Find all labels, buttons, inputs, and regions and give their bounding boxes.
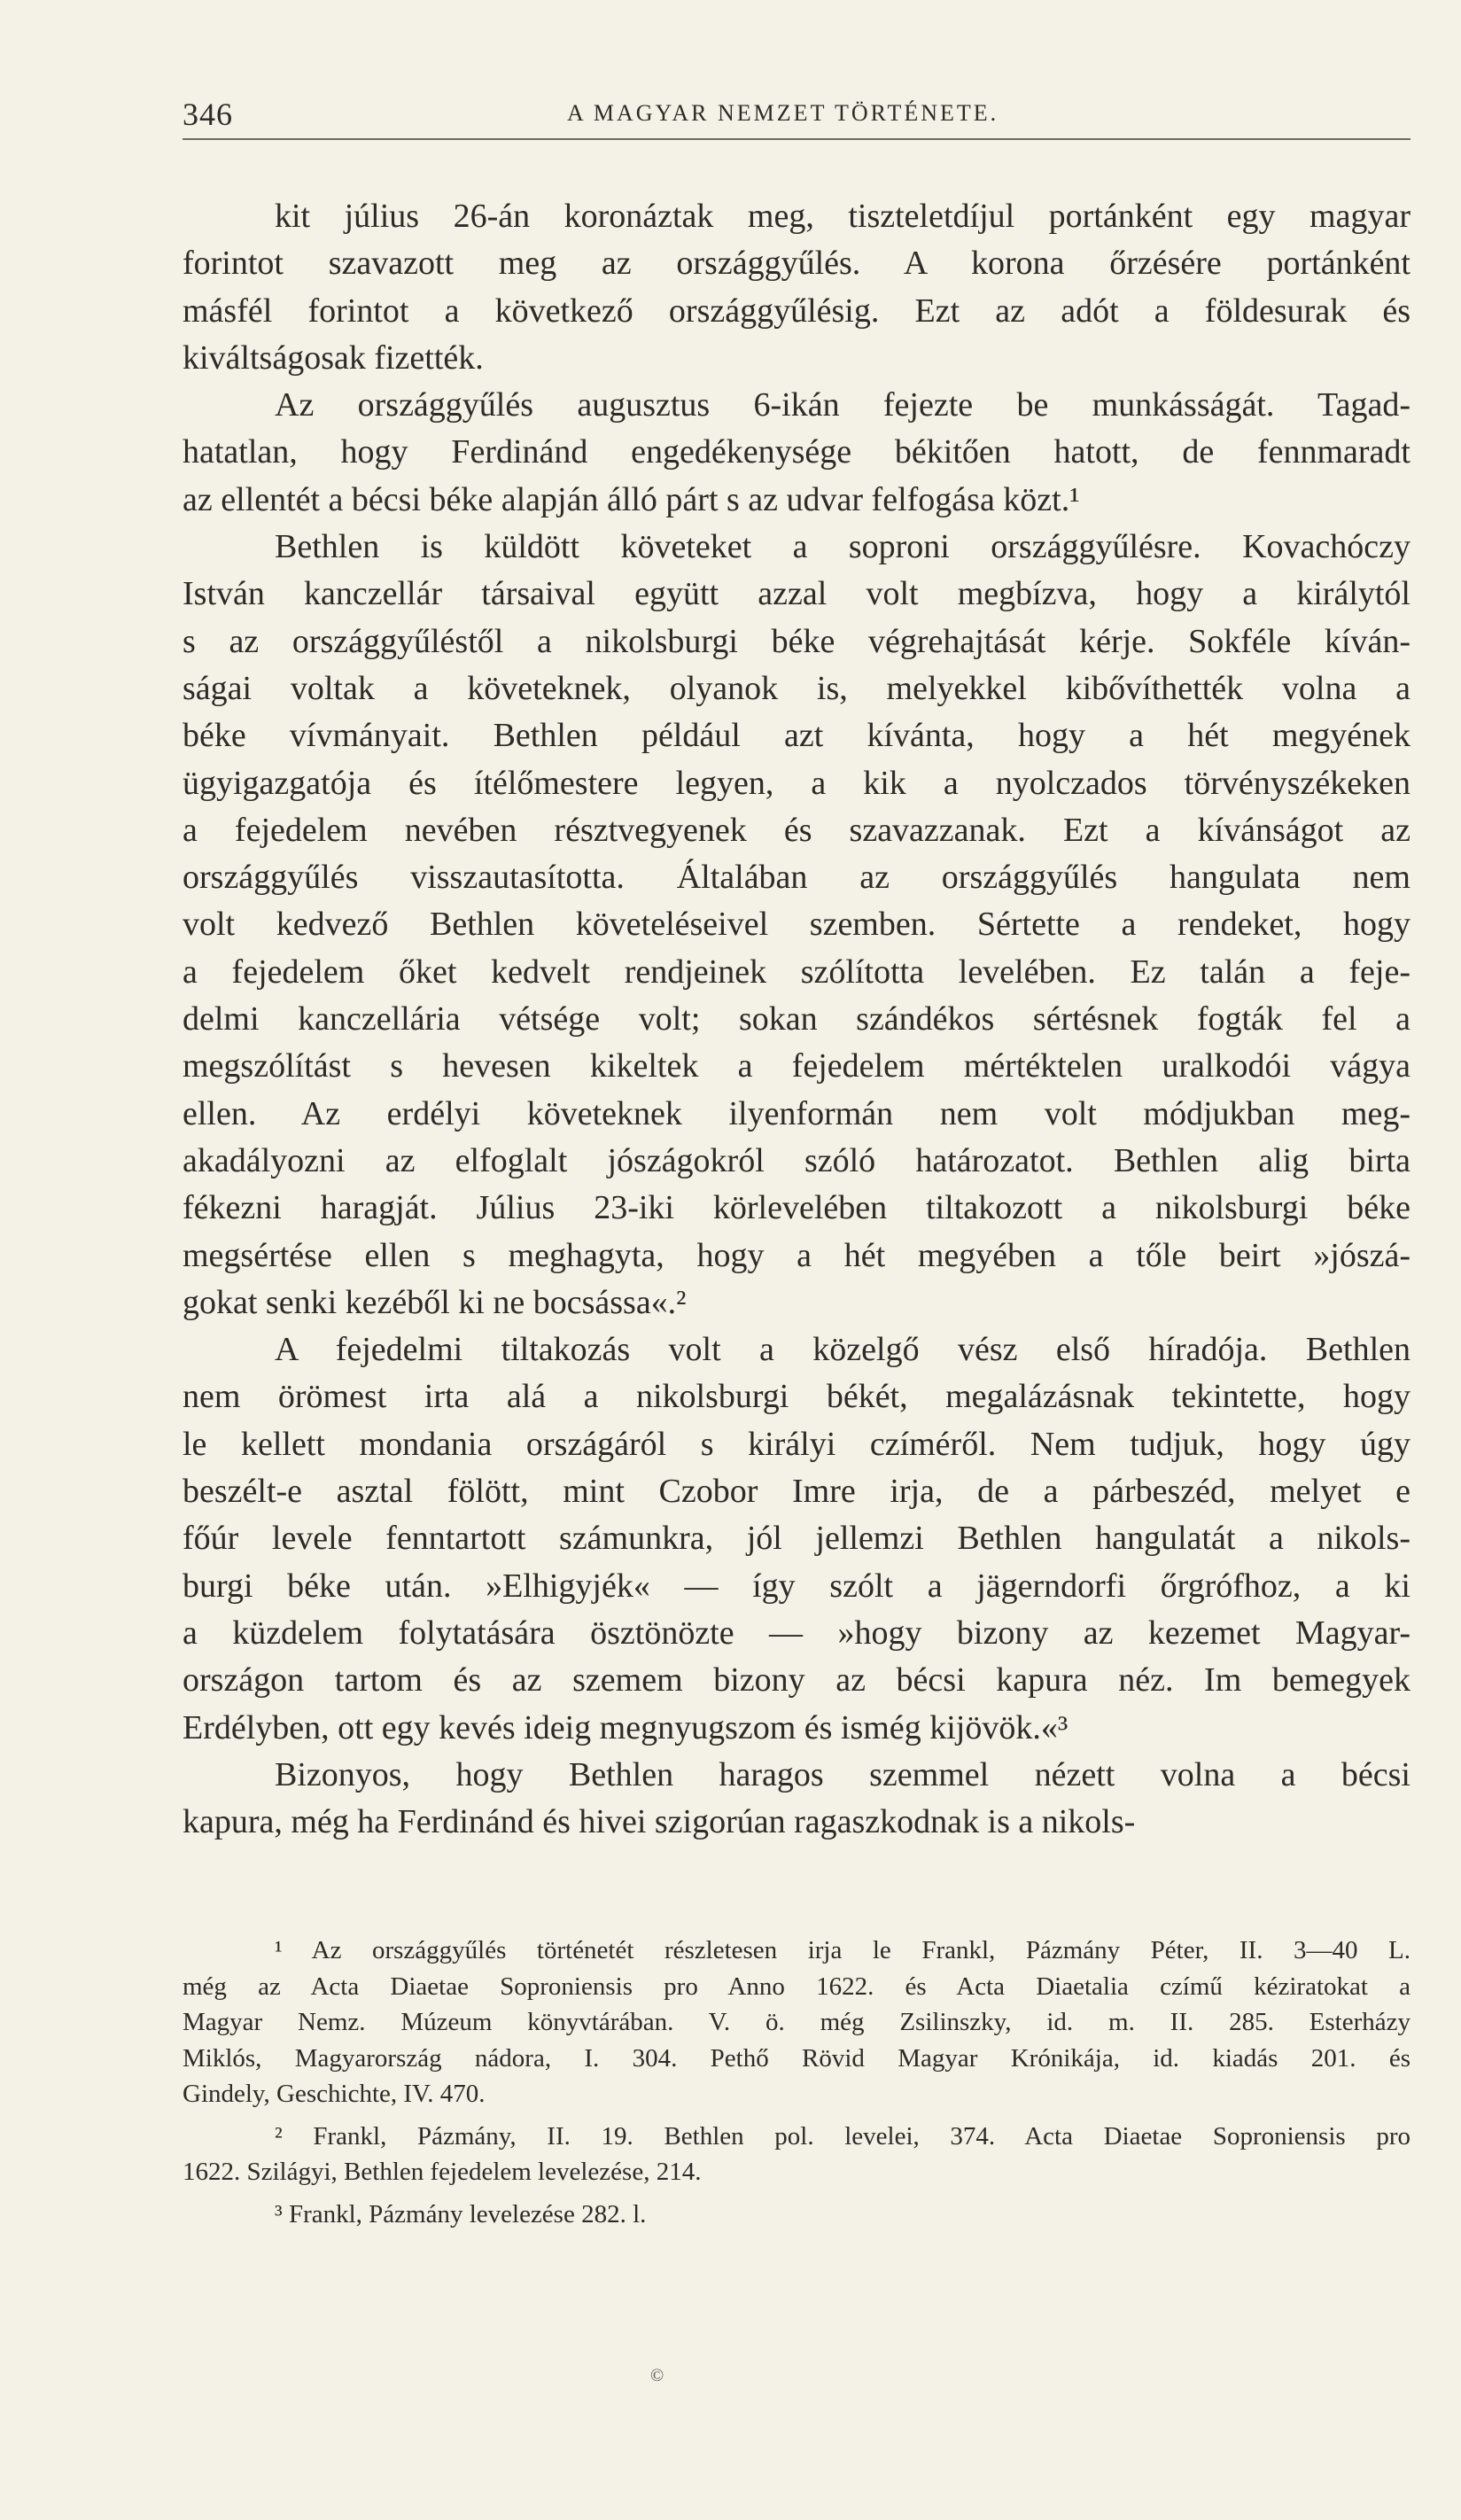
text-line: akadályozni az elfoglalt jószágokról szóló határozatot. Bethlen alig birta (183, 1141, 1410, 1179)
page-number: 346 (183, 97, 233, 132)
paragraph (183, 382, 1410, 524)
text-line: Miklós, Magyarország nádora, I. 304. Pethő Rövid Magyar Krónikája, id. kiadás 201. és (183, 2043, 1410, 2073)
paragraph (183, 524, 1410, 1326)
paragraph (183, 1326, 1410, 1752)
text-line: ³ Frankl, Pázmány levelezése 282. l. (275, 2199, 647, 2228)
text-line: kapura, még ha Ferdinánd és hivei szigorúan ragaszkodnak is a nikols- (183, 1803, 1136, 1841)
text-line: Erdélyben, ott egy kevés ideig megnyugszom és ismég kijövök.«³ (183, 1708, 1069, 1746)
text-line: másfél forintot a következő országgyűlésig. Ezt az adót a földesurak és (183, 292, 1410, 330)
text-line: beszélt-e asztal fölött, mint Czobor Imre irja, de a párbeszéd, melyet e (183, 1473, 1410, 1511)
footnote (183, 2119, 1410, 2190)
text-line: forintot szavazott meg az országgyűlés. A korona őrzésére portánként (183, 245, 1410, 283)
text-line: a küzdelem folytatására ösztönözte — »hogy bizony az kezemet Magyar- (183, 1614, 1410, 1652)
text-line: Bizonyos, hogy Bethlen haragos szemmel nézett volna a bécsi (275, 1755, 1410, 1793)
text-line: ¹ Az országgyűlés történetét részletesen irja le Frankl, Pázmány Péter, II. 3—40 L. (275, 1936, 1410, 1964)
text-line: Magyar Nemz. Múzeum könyvtárában. V. ö. még Zsilinszky, id. m. II. 285. Esterházy (183, 2008, 1410, 2036)
text-line: gokat senki kezéből ki ne bocsássa«.² (183, 1283, 687, 1321)
bottom-mark: © (650, 2366, 664, 2385)
text-line: 1622. Szilágyi, Bethlen fejedelem levelezése, 214. (183, 2158, 702, 2186)
text-line: béke vívmányait. Bethlen például azt kívánta, hogy a hét megyének (183, 717, 1410, 755)
body-text (183, 193, 1410, 1846)
text-line: országgyűlés visszautasította. Általában az országgyűlés hangulata nem (183, 859, 1410, 897)
text-line: országon tartom és az szemem bizony az bécsi kapura néz. Im bemegyek (183, 1661, 1410, 1699)
text-line: István kanczellár társaival együtt azzal volt megbízva, hogy a királytól (183, 575, 1410, 613)
running-title: A MAGYAR NEMZET TÖRTÉNETE. (567, 100, 999, 126)
text-line: nem örömest irta alá a nikolsburgi békét, megalázásnak tekintette, hogy (183, 1378, 1410, 1416)
text-line: főúr levele fenntartott számunkra, jól jellemzi Bethlen hangulatát a nikols- (183, 1520, 1410, 1558)
text-line: az ellentét a bécsi béke alapján álló párt s az udvar felfogása közt.¹ (183, 480, 1080, 518)
text-line: volt kedvező Bethlen követeléseivel szemben. Sértette a rendeket, hogy (183, 906, 1410, 944)
text-line: Bethlen is küldött követeket a soproni országgyűlésre. Kovachóczy (275, 528, 1410, 566)
text-line: fékezni haragját. Július 23-iki körlevelében tiltakozott a nikolsburgi béke (183, 1189, 1410, 1227)
text-line: s az országgyűléstől a nikolsburgi béke végrehajtását kérje. Sokféle kíván- (183, 622, 1410, 660)
paragraph (183, 193, 1410, 382)
text-line: le kellett mondania országáról s királyi czíméről. Nem tudjuk, hogy úgy (183, 1425, 1410, 1463)
text-line: megsértése ellen s meghagyta, hogy a hét megyében a tőle beirt »jószá- (183, 1236, 1410, 1274)
text-line: ² Frankl, Pázmány, II. 19. Bethlen pol. levelei, 374. Acta Diaetae Soproniensis pro (275, 2121, 1410, 2151)
text-line: hatatlan, hogy Ferdinánd engedékenysége békitően hatott, de fennmaradt (183, 433, 1410, 471)
text-line: megszólítást s hevesen kikeltek a fejedelem mértéktelen uralkodói vágya (183, 1047, 1410, 1085)
text-line: A fejedelmi tiltakozás volt a közelgő vész első híradója. Bethlen (275, 1331, 1410, 1369)
text-line: a fejedelem őket kedvelt rendjeinek szólította levelében. Ez talán a feje- (183, 953, 1410, 991)
text-line: ügyigazgatója és ítélőmestere legyen, a kik a nyolczados törvényszékeken (183, 764, 1410, 802)
text-line: Gindely, Geschichte, IV. 470. (183, 2080, 486, 2108)
text-line: kit július 26-án koronáztak meg, tiszteletdíjul portánként egy magyar (275, 198, 1410, 235)
text-line: Az országgyűlés augusztus 6-ikán fejezte be munkásságát. Tagad- (275, 386, 1410, 424)
text-line: ságai voltak a követeknek, olyanok is, melyekkel kibővíthették volna a (183, 669, 1410, 707)
text-line: ellen. Az erdélyi követeknek ilyenformán nem volt módjukban meg- (183, 1094, 1410, 1132)
footnote (183, 2197, 1410, 2233)
text-line: burgi béke után. »Elhigyjék« — így szólt a jägerndorfi őrgrófhoz, a ki (183, 1567, 1410, 1605)
footnote (183, 1933, 1410, 2112)
text-line: a fejedelem nevében résztvegyenek és szavazzanak. Ezt a kívánságot az (183, 811, 1410, 849)
text-line: még az Acta Diaetae Soproniensis pro Anno 1622. és Acta Diaetalia czímű kéziratokat a (183, 1972, 1410, 2001)
footnotes (183, 1933, 1410, 2238)
page-header (183, 89, 1410, 140)
text-line: kiváltságosak fizették. (183, 338, 484, 377)
text-line: delmi kanczellária vétsége volt; sokan szándékos sértésnek fogták fel a (183, 1000, 1410, 1038)
paragraph (183, 1752, 1410, 1847)
